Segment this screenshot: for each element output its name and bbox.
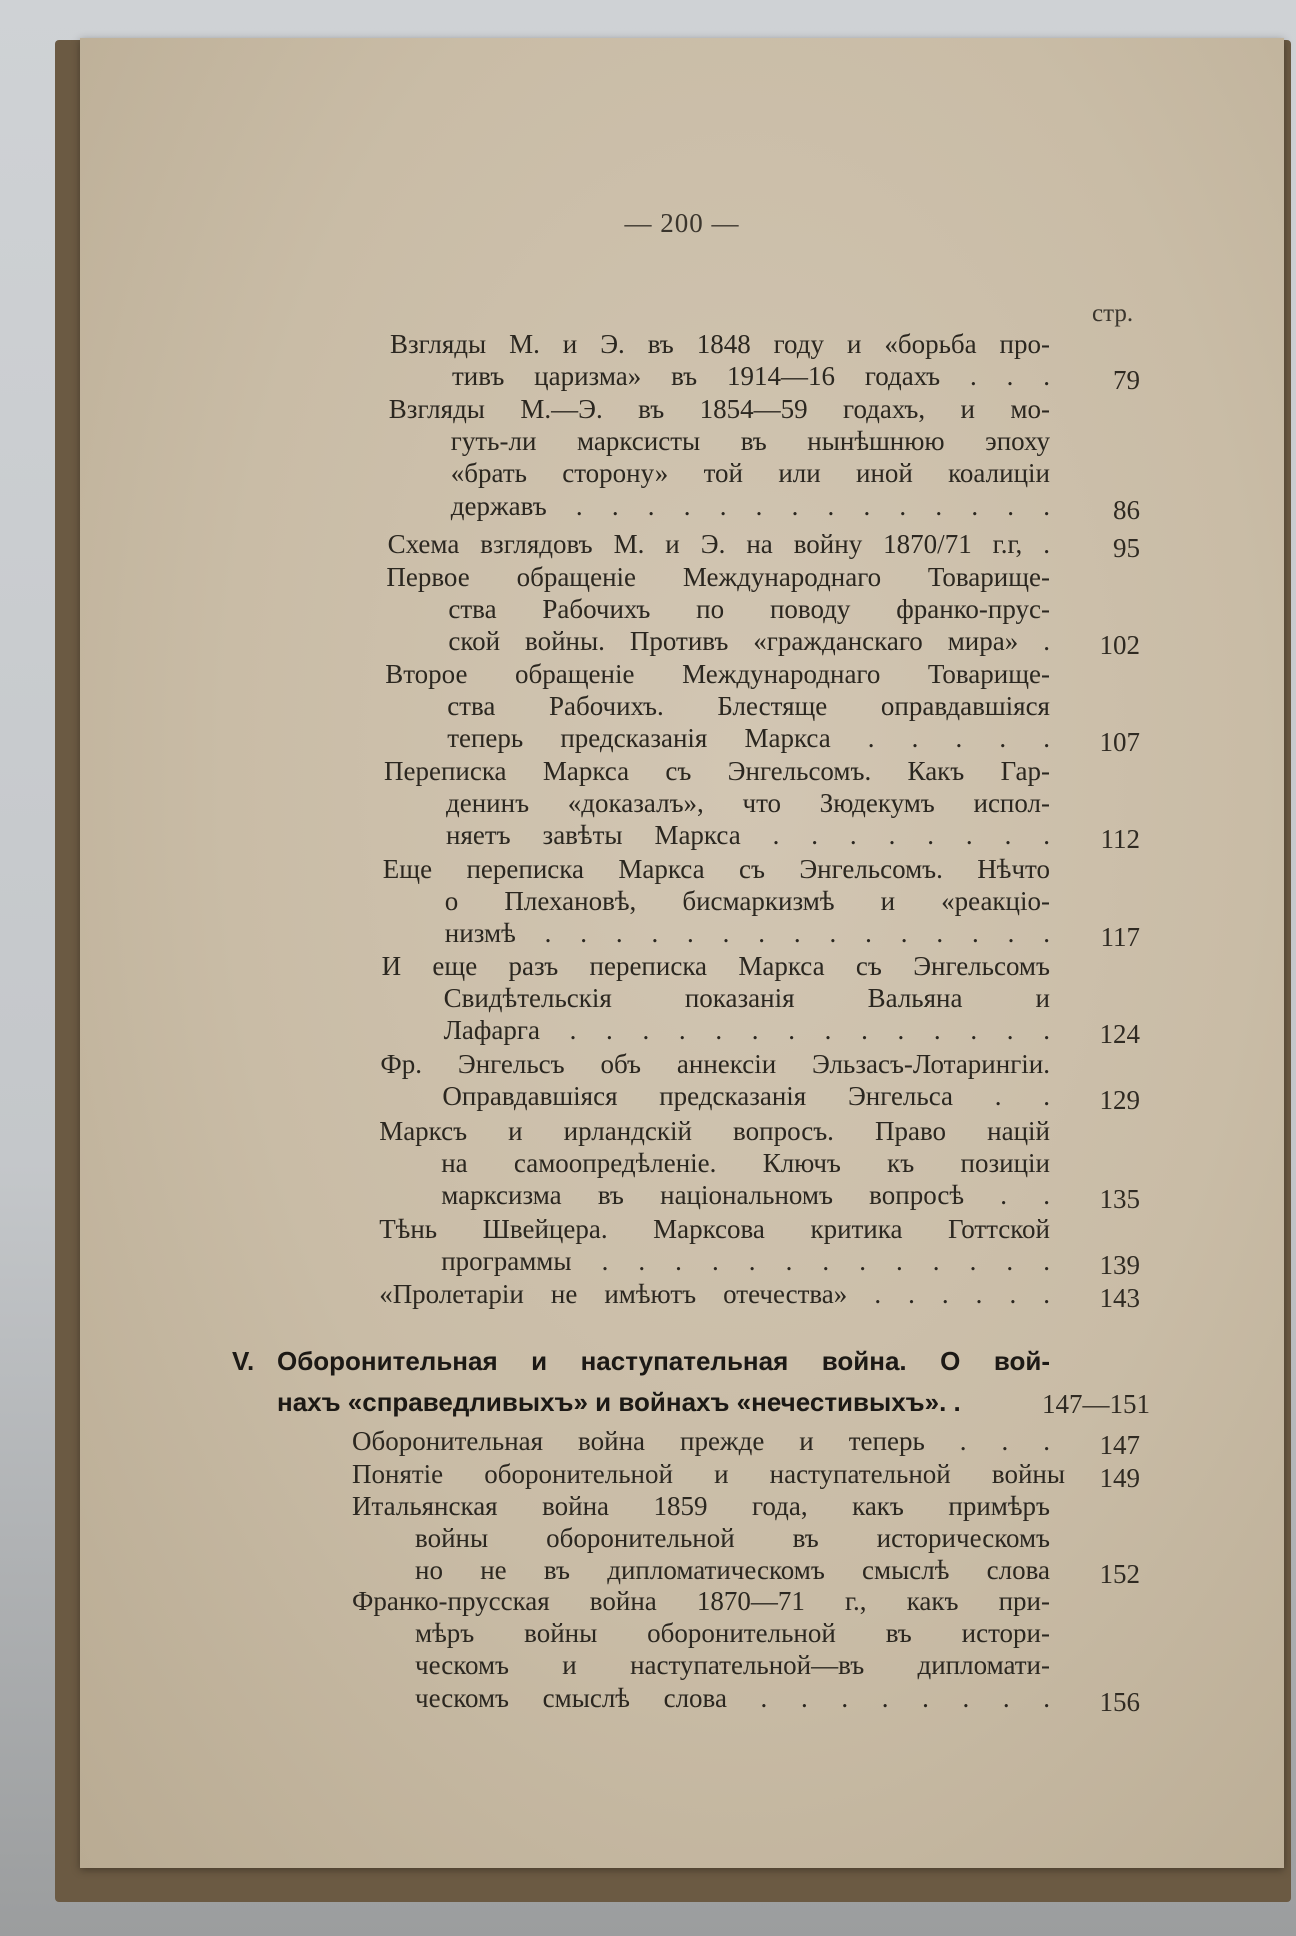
entry-page-number: 143 — [1099, 1283, 1140, 1313]
entry-text-line: Второе обращеніе Международнаго Товарище- — [385, 659, 1050, 689]
entry-page-number: 156 — [1099, 1686, 1140, 1717]
entry-text-line: денинъ «доказалъ», что Зюдекумъ испол- — [446, 788, 1050, 819]
table-of-contents — [80, 38, 1284, 1868]
entry-text-line: Фр. Энгельсъ объ аннексіи Эльзасъ-Лотарингіи. — [380, 1049, 1050, 1079]
page-number: — 200 — — [624, 208, 740, 238]
entry-text-line: ческомъ смыслѣ слова . . . . . . . . — [415, 1682, 1050, 1713]
entry-text-line: ческомъ и наступательной—въ дипломати- — [415, 1650, 1050, 1681]
entry-page-number: 112 — [1100, 824, 1140, 855]
entry-text-line: Взгляды М. и Э. въ 1848 году и «борьба про- — [390, 329, 1050, 359]
entry-text-line: Схема взглядовъ М. и Э. на войну 1870/71 г.г, . — [387, 529, 1050, 559]
entry-text-line: Еще переписка Маркса съ Энгельсомъ. Нѣчто — [382, 854, 1050, 884]
page-column-label: стр. — [1092, 300, 1134, 327]
entry-page-number: 129 — [1099, 1085, 1140, 1116]
entry-page-number: 102 — [1099, 630, 1140, 661]
entry-text-line: Тѣнь Швейцера. Марксова критика Готтской — [379, 1214, 1050, 1244]
entry-text-line: Взгляды М.—Э. въ 1854—59 годахъ, и мо- — [388, 394, 1050, 424]
entry-page-number: 95 — [1113, 533, 1140, 563]
entry-text-line: Франко-прусская война 1870—71 г., какъ при- — [352, 1586, 1050, 1616]
entry-text-line: но не въ дипломатическомъ смыслѣ слова — [415, 1555, 1050, 1586]
entry-text-line: низмѣ . . . . . . . . . . . . . . . — [444, 918, 1050, 949]
entry-text-line: «брать сторону» той или иной коалиціи — [450, 458, 1050, 489]
entry-page-number: 149 — [1099, 1463, 1140, 1493]
entry-text-line: Итальянская война 1859 года, какъ примѣръ — [352, 1491, 1050, 1521]
entry-text-line: Лафарга . . . . . . . . . . . . . . — [443, 1015, 1050, 1046]
entry-text-line: теперь предсказанія Маркса . . . . . — [447, 723, 1050, 754]
entry-text-line: гуть-ли марксисты въ нынѣшнюю эпоху — [450, 426, 1050, 457]
entry-text-line: няетъ завѣты Маркса . . . . . . . . — [446, 820, 1050, 851]
entry-text-line: Оправдавшіяся предсказанія Энгельса . . — [442, 1081, 1050, 1112]
entry-page-number: 139 — [1099, 1250, 1140, 1281]
entry-page-number: 152 — [1099, 1559, 1140, 1590]
entry-text-line: нахъ «справедливыхъ» и войнахъ «нечестивыхъ». . — [277, 1387, 961, 1417]
entry-text-line: о Плехановѣ, бисмаркизмѣ и «реакціо- — [444, 886, 1050, 917]
entry-text-line: марксизма въ національномъ вопросѣ . . — [441, 1180, 1050, 1211]
entry-text-line: Понятіе оборонительной и наступательной войны — [352, 1459, 1065, 1489]
entry-page-number: 147 — [1099, 1430, 1140, 1460]
section-page-range: 147—151 — [1042, 1389, 1150, 1419]
entry-text-line: Оборонительная война прежде и теперь . . . — [352, 1426, 1050, 1456]
entry-text-line: мѣръ войны оборонительной въ истори- — [415, 1618, 1050, 1649]
book-page — [80, 38, 1284, 1868]
entry-page-number: 117 — [1100, 922, 1140, 953]
entry-text-line: Первое обращеніе Международнаго Товарище- — [386, 562, 1050, 592]
entry-text-line: тивъ царизма» въ 1914—16 годахъ . . . — [452, 361, 1050, 392]
entry-text-line: на самоопредѣленіе. Ключъ къ позиціи — [441, 1148, 1050, 1179]
entry-page-number: 79 — [1113, 365, 1140, 396]
entry-text-line: Переписка Маркса съ Энгельсомъ. Какъ Гар- — [384, 756, 1050, 786]
section-number: V. — [232, 1346, 255, 1376]
entry-text-line: ства Рабочихъ по поводу франко-прус- — [448, 594, 1050, 625]
entry-page-number: 124 — [1099, 1019, 1140, 1050]
entry-text-line: И еще разъ переписка Маркса съ Энгельсомъ — [381, 951, 1050, 981]
entry-text-line: ской войны. Противъ «гражданскаго мира» . — [448, 626, 1050, 657]
entry-text-line: державъ . . . . . . . . . . . . . . — [450, 490, 1050, 521]
entry-text-line: «Пролетаріи не имѣютъ отечества» . . . . . . — [379, 1279, 1050, 1309]
entry-text-line: Свидѣтельскія показанія Вальяна и — [443, 983, 1050, 1014]
entry-text-line: войны оборонительной въ историческомъ — [415, 1523, 1050, 1554]
entry-text-line: Марксъ и ирландскій вопросъ. Право націй — [379, 1116, 1050, 1146]
entry-page-number: 86 — [1113, 494, 1140, 525]
entry-text-line: программы . . . . . . . . . . . . . — [441, 1246, 1050, 1277]
entry-text-line: ства Рабочихъ. Блестяще оправдавшіяся — [447, 691, 1050, 722]
entry-text-line: Оборонительная и наступательная война. О вой- — [277, 1346, 1050, 1376]
entry-page-number: 107 — [1099, 727, 1140, 758]
entry-page-number: 135 — [1099, 1184, 1140, 1215]
